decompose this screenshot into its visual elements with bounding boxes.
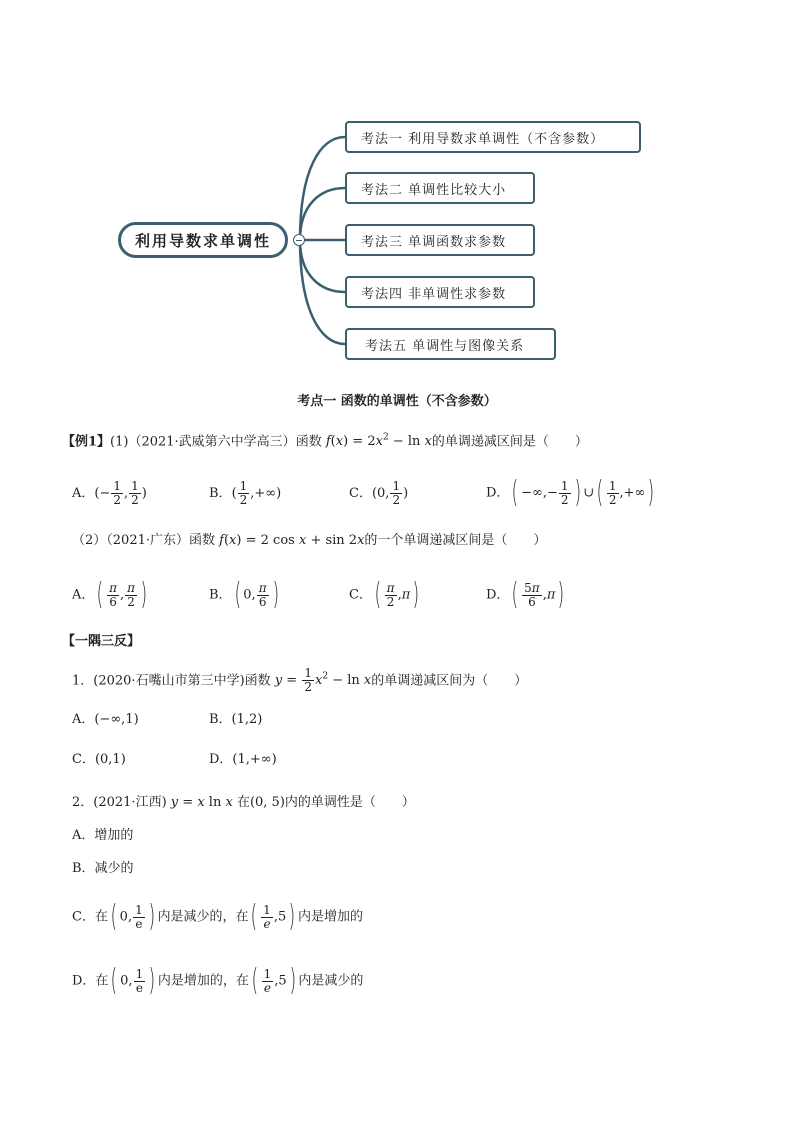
section-title: 考点一 函数的单调性（不含参数） bbox=[297, 394, 497, 409]
practice-q1-option-d[interactable]: D．(1,+∞) bbox=[209, 752, 277, 767]
option-d[interactable]: D．( $\frac{5\pi}{6}$ ,π) bbox=[486, 577, 565, 612]
option-b[interactable]: B．( 0, $\frac{\pi}{6}$ ) bbox=[209, 577, 279, 612]
option-a[interactable]: A．( $\frac{\pi}{6}$ , $\frac{\pi}{2}$ ) bbox=[72, 577, 148, 612]
formula-f1: $f(x) = 2x^2 - \ln x$ bbox=[325, 433, 432, 450]
mindmap-root[interactable] bbox=[118, 222, 288, 258]
practice-q1-option-a[interactable]: A．(−∞,1) bbox=[72, 712, 139, 727]
mindmap-branch-2[interactable]: 考法二 单调性比较大小 bbox=[345, 172, 535, 204]
practice-question-1: 1．(2020·石嘴山市第三中学)函数 y = $\frac{1}{2}$ $x^2 - \ln x$的单调递减区间为（ ） bbox=[72, 666, 528, 695]
collapse-icon[interactable] bbox=[293, 234, 305, 246]
mindmap-branch-1[interactable]: 考法一 利用导数求单调性（不含参数） bbox=[345, 121, 641, 153]
connector-2 bbox=[300, 188, 345, 240]
formula-p2: y = x ln x bbox=[170, 795, 233, 810]
mindmap-branch-4[interactable]: 考法四 非单调性求参数 bbox=[345, 276, 535, 308]
option-d[interactable]: D．( −∞,− $\frac{1}{2}$ ) ∪( $\frac{1}{2}$ ,+∞) bbox=[486, 475, 655, 510]
mindmap-branch-3[interactable]: 考法三 单调函数求参数 bbox=[345, 224, 535, 256]
option-c[interactable]: C．( $\frac{\pi}{2}$ ,π) bbox=[349, 577, 420, 612]
practice-q2-option-c[interactable]: C．在( 0, $\frac{1}{e}$ ) 内是减少的，在( $\frac{1}{e}$ ,5) 内是增加的 bbox=[72, 899, 363, 934]
mindmap-root-label: 利用导数求单调性 bbox=[134, 231, 271, 250]
connector-4 bbox=[300, 240, 345, 292]
mindmap-branch-5[interactable]: 考法五 单调性与图像关系 bbox=[345, 328, 556, 360]
practice-q2-option-b[interactable]: B．减少的 bbox=[72, 861, 134, 876]
practice-label: 【一隅三反】 bbox=[62, 634, 141, 649]
practice-q2-option-d[interactable]: D．在( 0, $\frac{1}{e}$ ) 内是增加的，在( $\frac{1}{e}$ ,5) 内是减少的 bbox=[72, 963, 364, 998]
practice-q2-option-a[interactable]: A．增加的 bbox=[72, 828, 134, 843]
formula-f2: f(x) = 2 cos x + sin 2x bbox=[219, 533, 365, 548]
formula-p1: y = $\frac{1}{2}$ $x^2 - \ln x$ bbox=[274, 666, 372, 695]
option-a[interactable]: A．(− $\frac{1}{2}$ , $\frac{1}{2}$ ) bbox=[72, 479, 147, 507]
option-b[interactable]: B．( $\frac{1}{2}$ ,+∞) bbox=[209, 479, 282, 507]
practice-q1-option-b[interactable]: B．(1,2) bbox=[209, 712, 263, 727]
practice-question-2: 2．(2021·江西) y = x ln x 在(0, 5)内的单调性是（ ） bbox=[72, 795, 415, 810]
option-c[interactable]: C．(0, $\frac{1}{2}$ ) bbox=[349, 479, 409, 507]
practice-q1-option-c[interactable]: C．(0,1) bbox=[72, 752, 126, 767]
example-1-question-1: 【例1】(1)（2021·武威第六中学高三）函数 $f(x) = 2x^2 - \ln x$的单调递减区间是（ ） bbox=[62, 433, 588, 450]
example-1-question-2: （2）（2021·广东）函数 f(x) = 2 cos x + sin 2x的一个单调递减区间是（ ） bbox=[72, 533, 547, 548]
